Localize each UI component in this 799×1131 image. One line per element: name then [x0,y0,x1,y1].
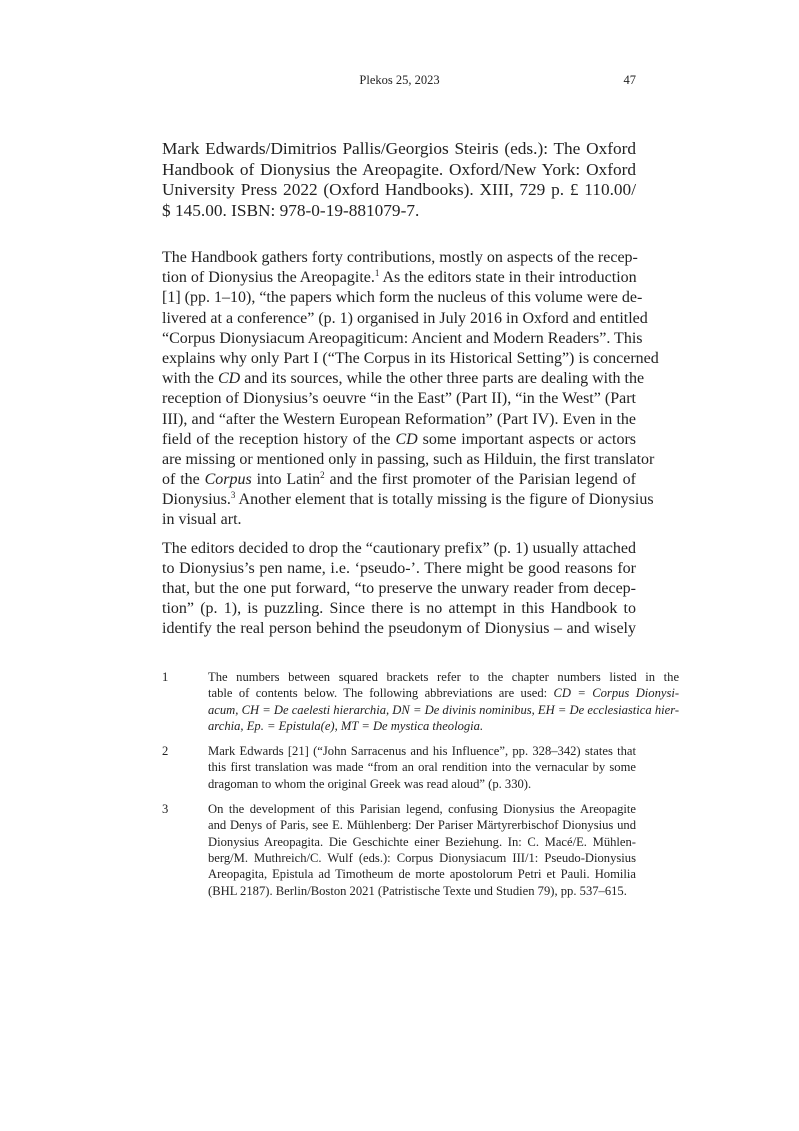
text-segment: The editors decided to drop the “cautionary prefix” (p. 1) usually attached [162,539,636,557]
text-line [162,510,636,530]
text-line [208,883,636,899]
text-segment: into Latin [251,471,321,489]
text-line [208,801,636,817]
text-line [208,866,636,882]
text-segment: identify the real person behind the pseudonym of Dionysius – and wisely [162,620,636,638]
text-line [162,180,636,201]
text-segment: The Handbook gathers forty contributions, mostly on aspects of the recep- [162,249,638,266]
text-line [162,490,654,510]
footnote-number: 1 [162,670,169,684]
text-segment: archia, Ep. = Epistula(e), MT = De mystica theologia. [208,718,484,733]
text-line [162,268,636,288]
text-line [162,450,655,470]
footnote [162,743,636,792]
text-segment: tion of Dionysius the Areopagite. [162,269,375,287]
review-title [162,139,636,221]
text-segment: livered at a conference” (p. 1) organised in July 2016 in Oxford and entitled [162,309,648,327]
text-segment: and the first promoter of the Parisian legend of [324,471,636,489]
text-segment: Mark Edwards/Dimitrios Pallis/Georgios Steiris (eds.): The Oxford [162,139,636,158]
text-line [162,329,643,349]
text-line [162,309,648,329]
footnote-number: 2 [162,744,169,759]
text-segment: table of contents below. The following abbreviations are used: [208,686,554,701]
review-body [162,248,659,648]
text-line [162,619,636,639]
footnote-ref: 3 [230,490,236,501]
text-segment: Areopagita, Epistula ad Timotheum de morte apostolorum Petri et Pauli. Homilia [208,867,636,882]
text-line [208,669,679,685]
text-segment: field of the reception history of the [162,430,396,448]
text-segment: Another element that is totally missing is the figure of Dionysius [235,491,654,509]
text-line [162,201,636,222]
text-segment: that, but the one put forward, “to preserve the unwary reader from decep- [162,580,636,597]
footnote-text [208,743,636,792]
text-segment: acum, CH = De caelesti hierarchia, DN = De divinis nominibus, EH = De ecclesiastica hier- [208,702,680,717]
text-segment: CD [218,370,241,388]
text-segment: CD [395,430,418,448]
text-line [162,410,636,430]
text-segment: Corpus [204,471,252,489]
running-header: Plekos 25, 2023 [359,73,440,87]
text-line [162,539,636,559]
text-segment: berg/M. Muthreich/C. Wulf (eds.): Corpus Dionysiacum III/1: Pseudo-Dionysius [208,850,636,865]
text-line [208,776,636,792]
text-segment: reception of Dionysius’s oeuvre “in the East” (Part II), “in the West” (Part [162,390,636,408]
text-segment: “Corpus Dionysiacum Areopagiticum: Ancient and Modern Readers”. This [162,329,643,347]
text-line [162,349,659,369]
text-line [208,718,679,734]
footnote-ref: 1 [374,268,380,279]
text-line [162,559,636,579]
text-segment: and its sources, while the other three parts are dealing with the [240,370,645,388]
text-segment: (BHL 2187). Berlin/Boston 2021 (Patristische Texte und Studien 79), pp. 537–615. [208,883,627,898]
text-segment: in visual art. [162,511,242,529]
text-segment: tion” (p. 1), is puzzling. Since there is no attempt in this Handbook to [162,600,636,618]
paragraph [162,539,636,640]
text-segment: Dionysius Areopagita. Die Geschichte einer Beziehung. In: C. Macé/E. Mühlen- [208,834,636,849]
text-line [162,248,636,268]
text-segment: On the development of this Parisian legend, confusing Dionysius the Areopagite [208,802,636,817]
text-segment: The numbers between squared brackets refer to the chapter numbers listed in the [208,670,680,684]
text-line [162,369,645,389]
text-segment: some important aspects or actors [417,430,637,448]
text-segment: dragoman to whom the original Greek was read aloud” (p. 330). [208,776,532,791]
text-segment: this first translation was made “from an oral rendition into the vernacular by some [208,760,636,775]
text-segment: explains why only Part I (“The Corpus in its Historical Setting”) is concerned [162,349,659,367]
text-segment: Dionysius. [162,491,231,509]
text-segment: with the [162,370,218,388]
text-line [162,579,636,599]
text-line [208,702,679,718]
text-line [162,139,636,160]
paragraph [162,248,659,531]
text-segment: and Denys of Paris, see E. Mühlenberg: Der Pariser Märtyrerbischof Dionysius und [208,818,636,833]
text-segment: to Dionysius’s pen name, i.e. ‘pseudo-’. There might be good reasons for [162,559,636,577]
footnotes [162,669,680,908]
text-segment: [1] (pp. 1–10), “the papers which form the nucleus of this volume were de- [162,289,643,307]
text-line [162,470,636,490]
text-segment: III), and “after the Western European Reformation” (Part IV). Even in the [162,410,636,428]
text-line [208,685,679,701]
text-segment: Handbook of Dionysius the Areopagite. Oxford/New York: Oxford [162,159,636,179]
footnote-text [208,801,636,899]
text-segment: As the editors state in their introduction [379,269,637,287]
text-line [208,834,636,850]
text-line [162,430,636,450]
text-line [208,850,636,866]
text-segment: Mark Edwards [21] (“John Sarracenus and his Influence”, pp. 328–342) states that [208,744,636,759]
text-segment: $ 145.00. ISBN: 978-0-19-881079-7. [162,200,420,220]
text-segment: CD = Corpus Dionysi- [553,686,680,701]
text-segment: University Press 2022 (Oxford Handbooks). XIII, 729 p. £ 110.00/ [162,180,636,199]
footnote [162,801,636,899]
footnote [162,669,680,734]
text-line [162,160,636,181]
text-line [162,288,643,308]
text-line [162,599,636,619]
page-number: 47 [623,73,636,87]
text-line [208,759,636,775]
text-line [162,389,636,409]
footnote-number: 3 [162,802,169,817]
footnote-text [208,669,679,734]
text-line [208,743,636,759]
footnote-ref: 2 [320,470,325,481]
text-line [208,817,636,833]
text-segment: of the [162,471,205,489]
text-segment: are missing or mentioned only in passing, such as Hilduin, the first translator [162,450,655,468]
